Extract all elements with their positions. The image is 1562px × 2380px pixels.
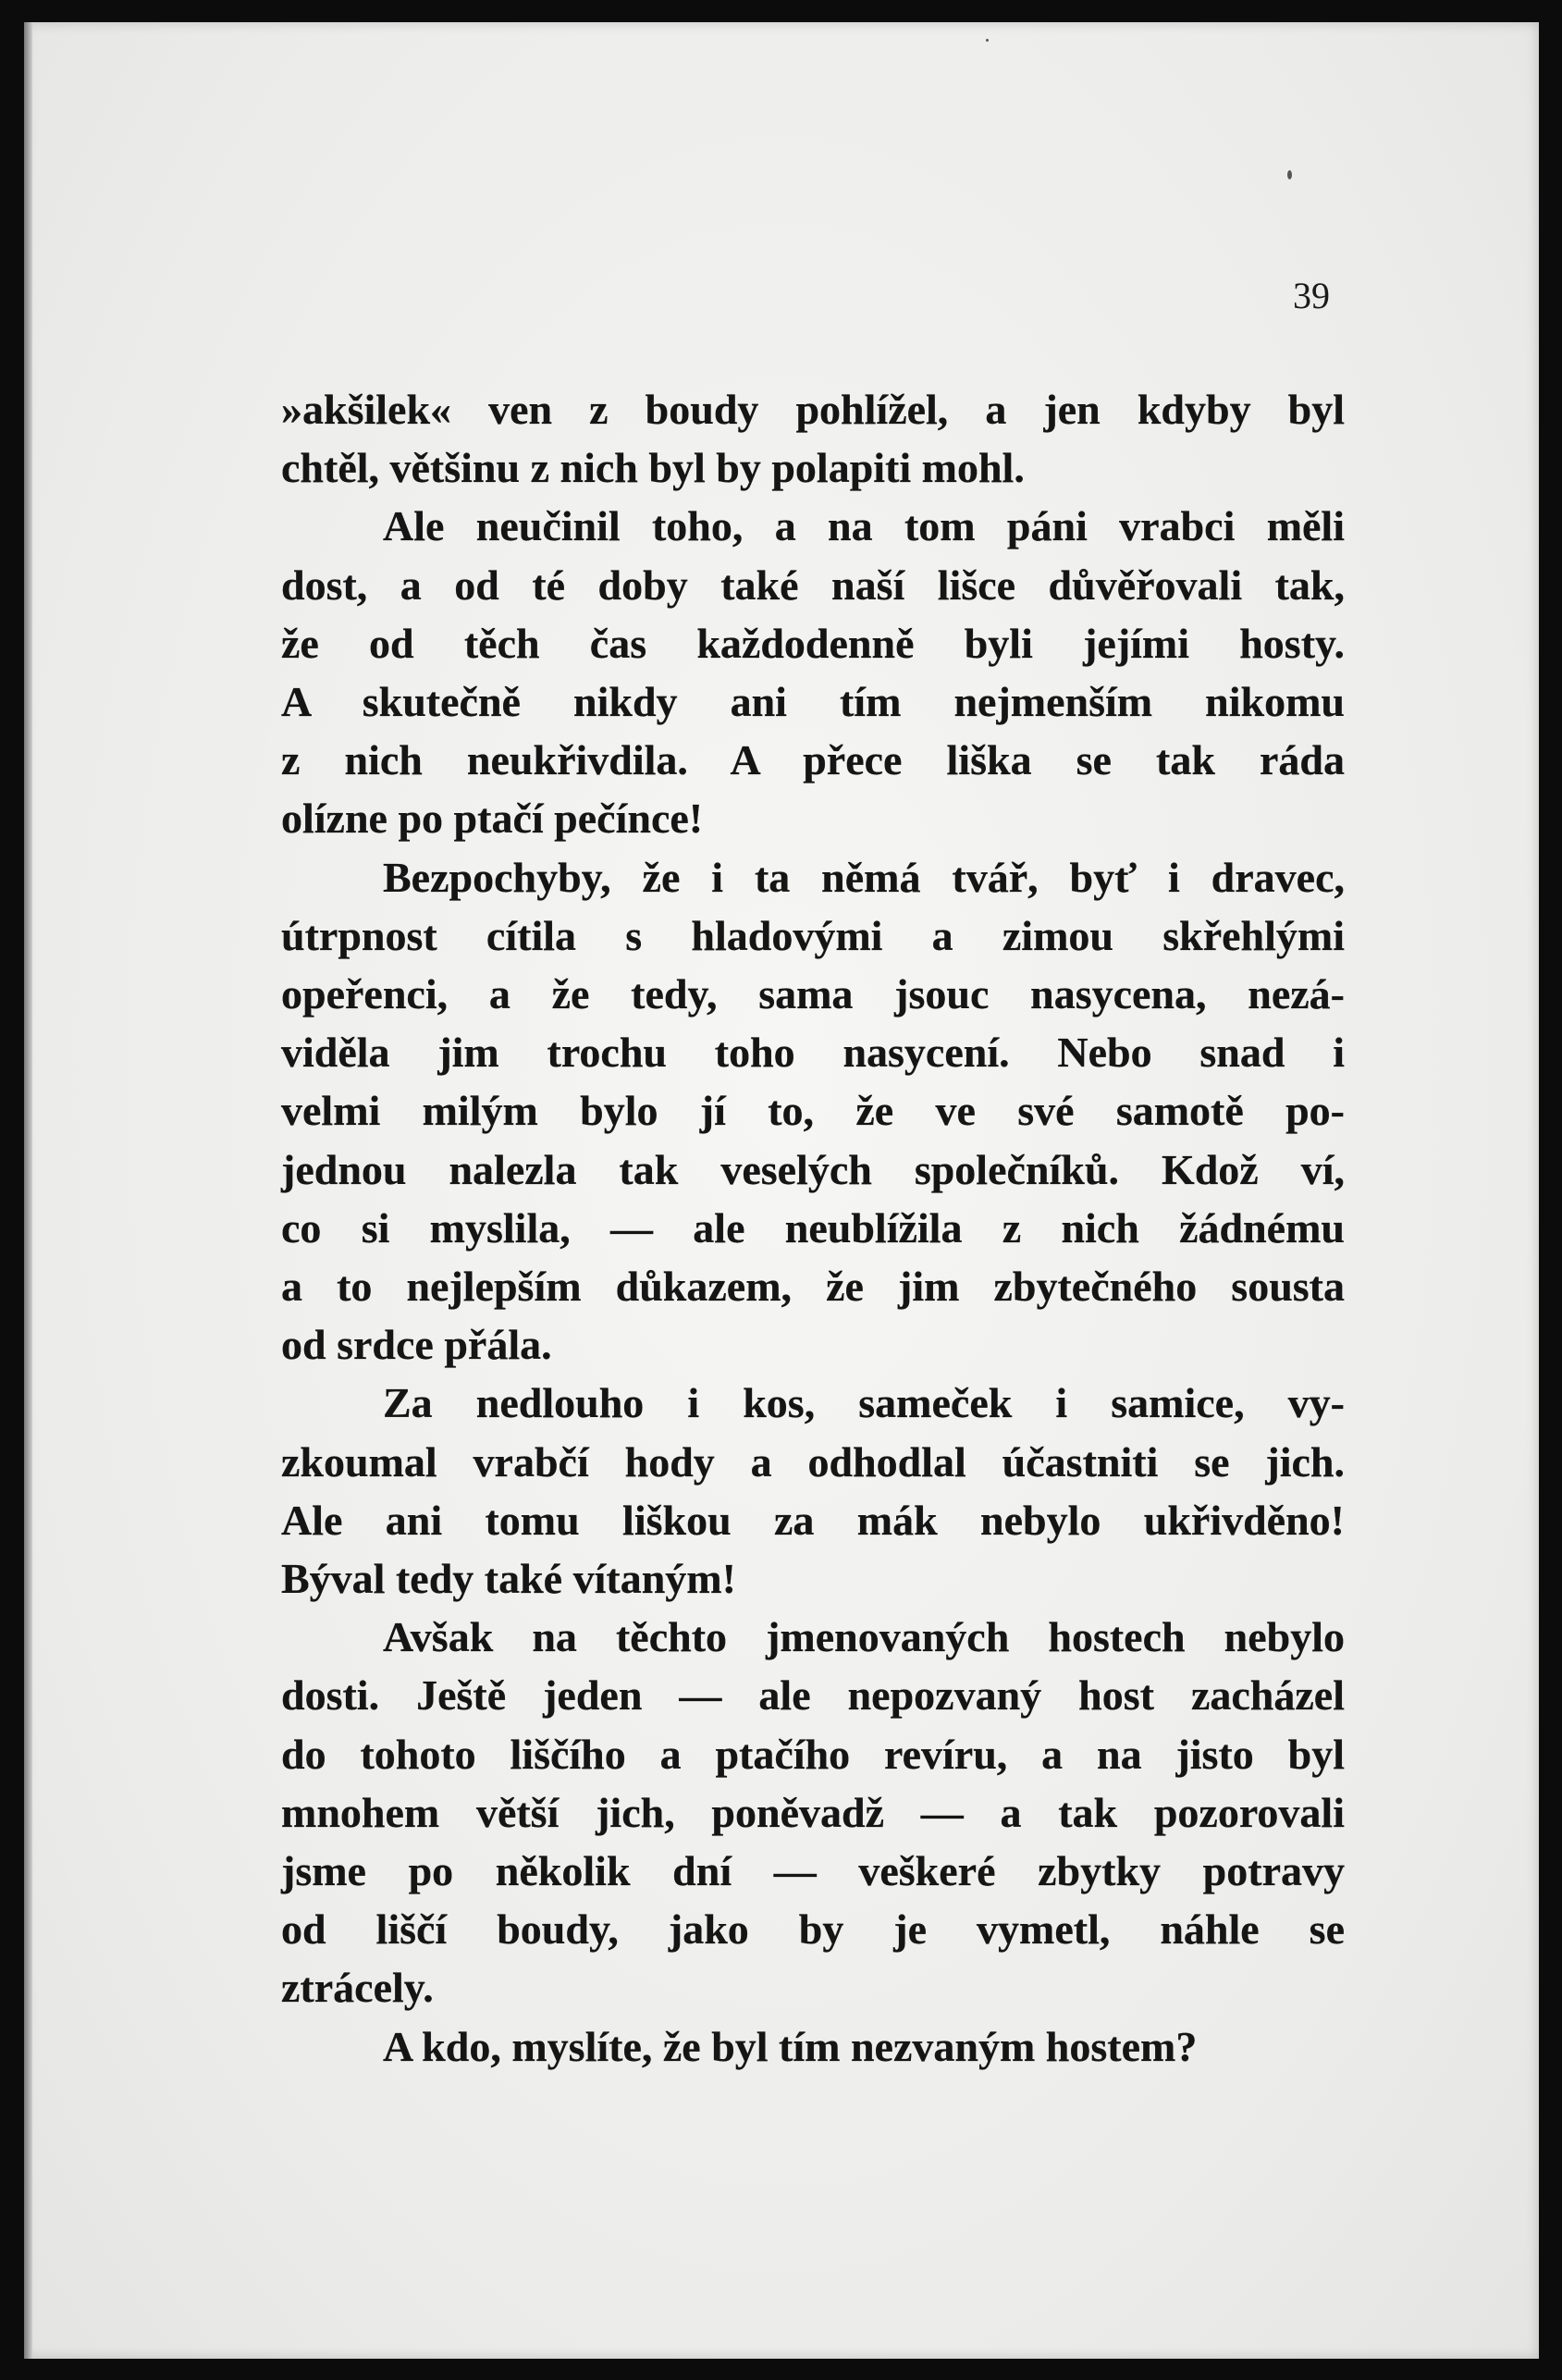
- paragraph: [281, 380, 1345, 497]
- paragraph: [281, 1608, 1345, 2016]
- book-page: [24, 22, 1539, 2359]
- text-line: že od těch čas každodenně byli jejími hosty.: [281, 619, 1345, 667]
- text-line: Za nedlouho i kos, sameček i samice, vy-: [383, 1379, 1345, 1427]
- paper-speck: [986, 39, 989, 42]
- body-text: [281, 380, 1345, 2076]
- text-line: olízne po ptačí pečínce!: [281, 795, 704, 843]
- text-line: Ale neučinil toho, a na tom páni vrabci měli: [383, 502, 1345, 550]
- text-line: útrpnost cítila s hladovými a zimou skřehlými: [281, 911, 1345, 959]
- text-line: chtěl, většinu z nich byl by polapiti mohl.: [281, 444, 1025, 492]
- page-number: 39: [1293, 275, 1330, 316]
- text-line: Býval tedy také vítaným!: [281, 1555, 736, 1603]
- text-line: dosti. Ještě jeden — ale nepozvaný host zacházel: [281, 1671, 1345, 1720]
- paragraph: [281, 1374, 1345, 1608]
- text-line: z nich neukřivdila. A přece liška se tak ráda: [281, 736, 1345, 784]
- text-line: Ale ani tomu liškou za mák nebylo ukřivděno!: [281, 1496, 1345, 1544]
- text-line: mnohem větší jich, poněvadž — a tak pozorovali: [281, 1788, 1345, 1836]
- text-line: Avšak na těchto jmenovaných hostech nebylo: [383, 1613, 1345, 1661]
- text-line: A skutečně nikdy ani tím nejmenším nikomu: [281, 678, 1345, 726]
- text-line: od liščí boudy, jako by je vymetl, náhle se: [281, 1905, 1345, 1954]
- text-line: od srdce přála.: [281, 1321, 552, 1369]
- text-line: dost, a od té doby také naší lišce důvěřovali tak,: [281, 561, 1345, 609]
- paragraph: [281, 848, 1345, 1375]
- text-line: a to nejlepším důkazem, že jim zbytečného sousta: [281, 1263, 1345, 1311]
- paragraph: [281, 497, 1345, 847]
- text-line: viděla jim trochu toho nasycení. Nebo snad i: [281, 1029, 1345, 1077]
- paragraph: [281, 2017, 1345, 2076]
- binding-edge: [24, 22, 32, 2359]
- text-line: do tohoto liščího a ptačího revíru, a na jisto byl: [281, 1730, 1345, 1778]
- text-line: zkoumal vrabčí hody a odhodlal účastniti se jich.: [281, 1437, 1345, 1486]
- text-line: opeřenci, a že tedy, sama jsouc nasycena, nezá-: [281, 970, 1345, 1018]
- text-line: ztrácely.: [281, 1964, 434, 2012]
- text-line: »akšilek« ven z boudy pohlížel, a jen kdyby byl: [281, 386, 1345, 433]
- text-line: jsme po několik dní — veškeré zbytky potravy: [281, 1847, 1345, 1895]
- text-line: jednou nalezla tak veselých společníků. Kdož ví,: [281, 1145, 1345, 1193]
- text-line: A kdo, myslíte, že byl tím nezvaným hostem?: [383, 2022, 1198, 2070]
- text-line: Bezpochyby, že i ta němá tvář, byť i dravec,: [383, 853, 1345, 901]
- text-line: co si myslila, — ale neublížila z nich žádnému: [281, 1203, 1345, 1252]
- text-line: velmi milým bylo jí to, že ve své samotě po-: [281, 1087, 1345, 1135]
- paper-speck: [1287, 170, 1292, 179]
